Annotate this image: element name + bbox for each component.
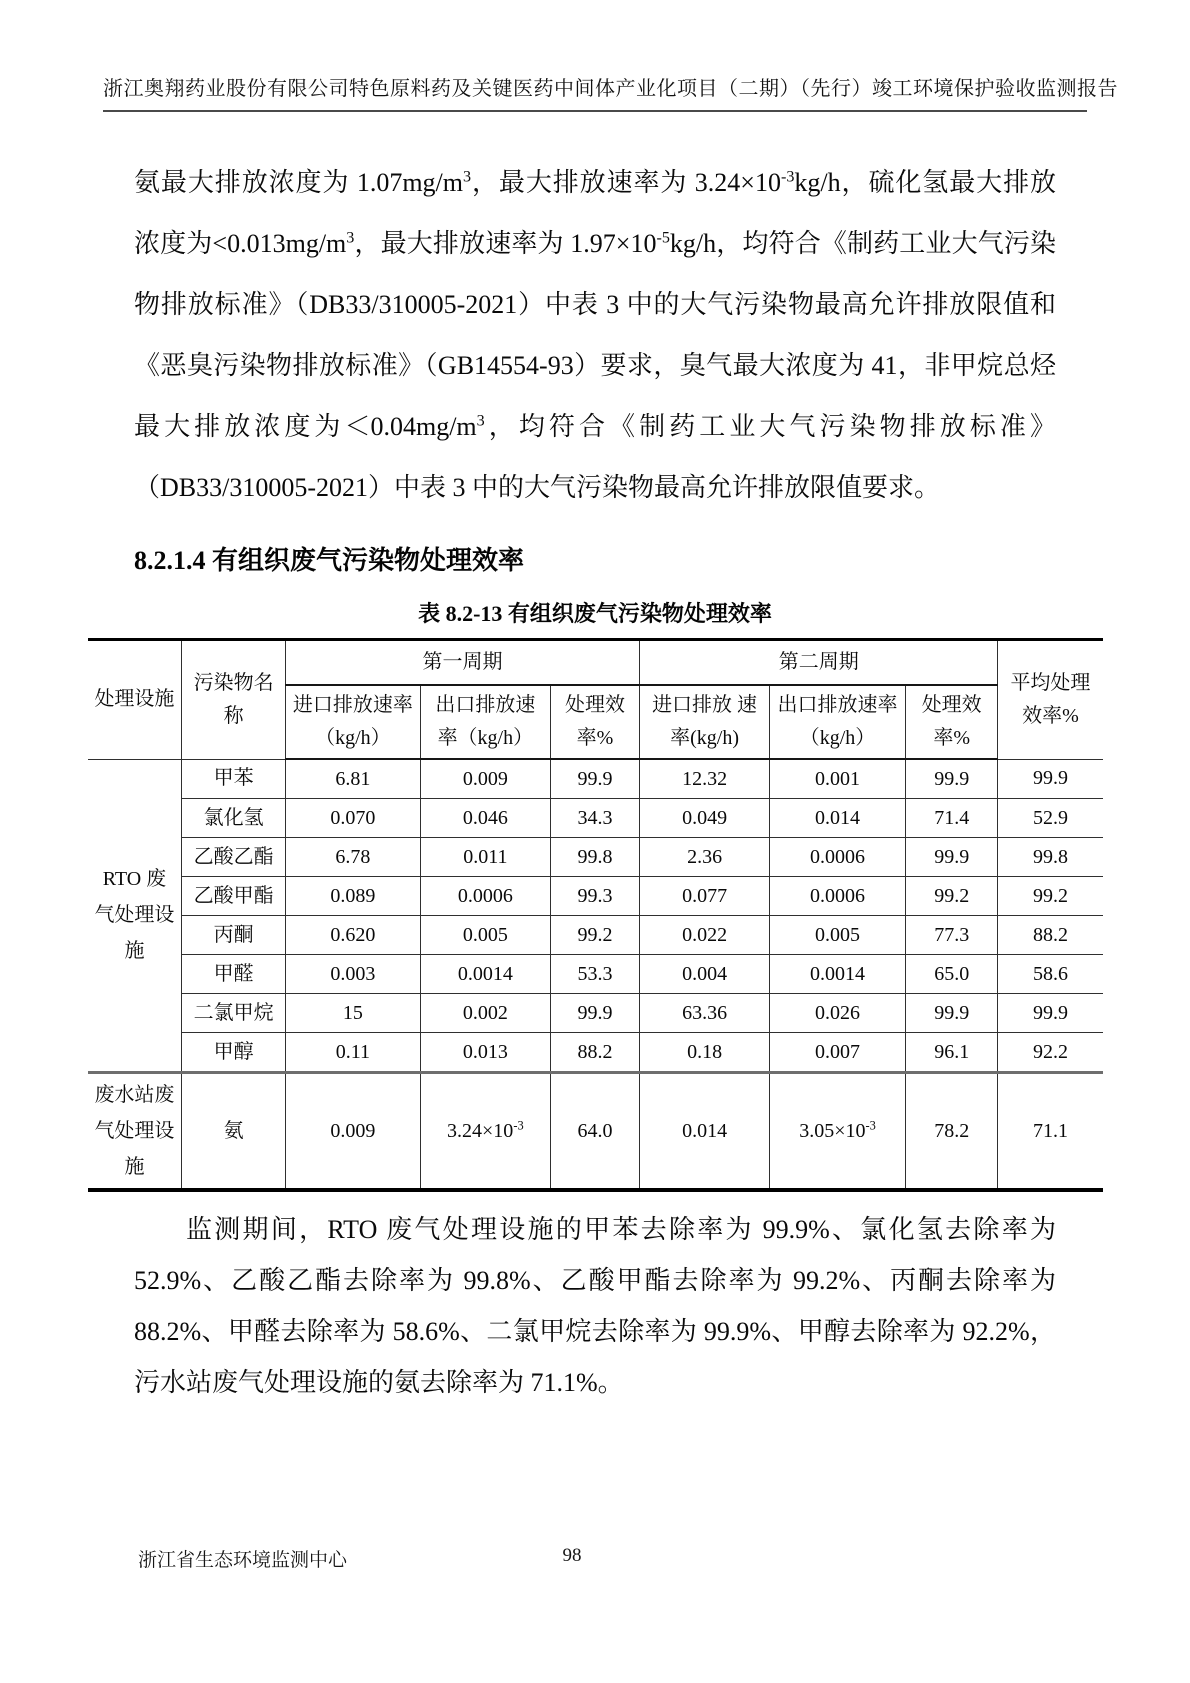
value-cell: 6.78 bbox=[285, 838, 420, 877]
pollutant-cell: 乙酸乙酯 bbox=[182, 838, 286, 877]
text-run: 3.05×10 bbox=[799, 1119, 866, 1142]
table-row bbox=[88, 955, 1103, 994]
header-subcolumn: 进口排放 速率(kg/h) bbox=[640, 685, 770, 759]
value-cell: 0.18 bbox=[640, 1033, 770, 1073]
value-cell: 71.4 bbox=[906, 799, 998, 838]
footer-organization: 浙江省生态环境监测中心 bbox=[138, 1550, 348, 1571]
superscript: 3 bbox=[462, 168, 472, 186]
value-cell: 99.9 bbox=[550, 994, 639, 1033]
value-cell: 0.026 bbox=[770, 994, 906, 1033]
table-row bbox=[88, 994, 1103, 1033]
text-run: kg/h，均符合《制药工业大气污染物排放标准》（DB33/310005-2021）中表 3 中的大气污染物最高允许排放限值和《恶臭污染物排放标准》（GB14554-93）要求，臭气最大浓度为 41，非甲烷总烃最大排放浓度为＜0.04mg/m bbox=[134, 229, 1056, 441]
pollutant-cell: 甲醇 bbox=[182, 1033, 286, 1073]
value-cell: 0.11 bbox=[285, 1033, 420, 1073]
footer-page-number: 98 bbox=[562, 1545, 582, 1566]
value-cell: 0.620 bbox=[285, 916, 420, 955]
table-body bbox=[88, 759, 1103, 1190]
value-cell: 0.046 bbox=[420, 799, 550, 838]
value-cell: 0.077 bbox=[640, 877, 770, 916]
value-cell: 64.0 bbox=[550, 1073, 639, 1191]
table-row bbox=[88, 877, 1103, 916]
value-cell: 99.3 bbox=[550, 877, 639, 916]
value-cell: 0.003 bbox=[285, 955, 420, 994]
superscript: -3 bbox=[865, 1117, 876, 1132]
value-cell: 92.2 bbox=[998, 1033, 1103, 1073]
value-cell: 15 bbox=[285, 994, 420, 1033]
value-cell: 0.0014 bbox=[770, 955, 906, 994]
header-subcolumn: 出口排放速率（kg/h） bbox=[420, 685, 550, 759]
header-row-groups bbox=[88, 640, 1103, 686]
value-cell: 99.9 bbox=[906, 759, 998, 799]
value-cell: 0.007 bbox=[770, 1033, 906, 1073]
header-facility: 处理设施 bbox=[88, 640, 182, 760]
value-cell: 0.009 bbox=[285, 1073, 420, 1191]
superscript: -3 bbox=[513, 1117, 524, 1132]
value-cell: 0.014 bbox=[770, 799, 906, 838]
paragraph-removal-rates bbox=[134, 1204, 1056, 1408]
value-cell: 0.022 bbox=[640, 916, 770, 955]
table-caption: 表 8.2-13 有组织废气污染物处理效率 bbox=[418, 601, 772, 626]
value-cell: 0.001 bbox=[770, 759, 906, 799]
pollutant-cell: 氯化氢 bbox=[182, 799, 286, 838]
value-cell: 96.1 bbox=[906, 1033, 998, 1073]
text-run: 监测期间，RTO 废气处理设施的甲苯去除率为 99.9%、氯化氢去除率为 52.9%、乙酸乙酯去除率为 99.8%、乙酸甲酯去除率为 99.2%、丙酮去除率为 88.2%、甲醛去除率为 58.6%、二氯甲烷去除率为 99.9%、甲醇去除率为 92.2%，污水站废气处理设施的氨去除率为 71.1%。 bbox=[134, 1215, 1056, 1397]
value-cell: 63.36 bbox=[640, 994, 770, 1033]
table-header bbox=[88, 640, 1103, 760]
value-cell: 88.2 bbox=[998, 916, 1103, 955]
value-cell: 0.005 bbox=[420, 916, 550, 955]
table-row bbox=[88, 1073, 1103, 1191]
text-run: 氨最大排放浓度为 1.07mg/m bbox=[134, 168, 463, 197]
value-cell: 99.9 bbox=[906, 838, 998, 877]
value-cell: 99.9 bbox=[998, 759, 1103, 799]
text-run: ，最大排放速率为 3.24×10 bbox=[471, 168, 781, 197]
header-subcolumn: 处理效率% bbox=[550, 685, 639, 759]
value-cell: 99.8 bbox=[998, 838, 1103, 877]
value-cell: 88.2 bbox=[550, 1033, 639, 1073]
value-cell: 71.1 bbox=[998, 1073, 1103, 1191]
superscript: -3 bbox=[780, 168, 795, 186]
value-cell: 99.9 bbox=[906, 994, 998, 1033]
value-cell: 0.002 bbox=[420, 994, 550, 1033]
value-cell: 12.32 bbox=[640, 759, 770, 799]
facility-cell: 废水站废气处理设施 bbox=[88, 1073, 182, 1191]
facility-cell: RTO 废气处理设施 bbox=[88, 759, 182, 1073]
value-cell: 99.8 bbox=[550, 838, 639, 877]
value-cell: 0.011 bbox=[420, 838, 550, 877]
text-run: ，均符合《制药工业大气污染物排放标准》（DB33/310005-2021）中表 3 中的大气污染物最高允许排放限值要求。 bbox=[134, 412, 1056, 502]
pollutant-cell: 乙酸甲酯 bbox=[182, 877, 286, 916]
value-cell: 53.3 bbox=[550, 955, 639, 994]
text-run: ，最大排放速率为 1.97×10 bbox=[354, 229, 657, 258]
value-cell: 0.0006 bbox=[420, 877, 550, 916]
value-cell: 99.2 bbox=[906, 877, 998, 916]
value-cell bbox=[770, 1073, 906, 1191]
value-cell: 58.6 bbox=[998, 955, 1103, 994]
value-cell: 99.2 bbox=[550, 916, 639, 955]
text-run: 3.24×10 bbox=[447, 1119, 514, 1142]
table-row bbox=[88, 759, 1103, 799]
value-cell: 65.0 bbox=[906, 955, 998, 994]
value-cell: 6.81 bbox=[285, 759, 420, 799]
table-row bbox=[88, 838, 1103, 877]
value-cell: 52.9 bbox=[998, 799, 1103, 838]
value-cell: 0.009 bbox=[420, 759, 550, 799]
superscript: -5 bbox=[656, 229, 670, 247]
value-cell: 2.36 bbox=[640, 838, 770, 877]
value-cell: 0.049 bbox=[640, 799, 770, 838]
value-cell: 0.070 bbox=[285, 799, 420, 838]
value-cell: 0.0006 bbox=[770, 877, 906, 916]
value-cell: 0.0006 bbox=[770, 838, 906, 877]
header-pollutant: 污染物名称 bbox=[182, 640, 286, 760]
pollutant-cell: 二氯甲烷 bbox=[182, 994, 286, 1033]
table-row bbox=[88, 916, 1103, 955]
paragraph-emission-compliance bbox=[134, 152, 1056, 518]
value-cell: 0.0014 bbox=[420, 955, 550, 994]
value-cell: 99.9 bbox=[550, 759, 639, 799]
value-cell: 0.004 bbox=[640, 955, 770, 994]
header-period-1: 第一周期 bbox=[285, 640, 639, 686]
value-cell bbox=[420, 1073, 550, 1191]
section-heading: 8.2.1.4 有组织废气污染物处理效率 bbox=[134, 546, 525, 575]
value-cell: 0.013 bbox=[420, 1033, 550, 1073]
table-row bbox=[88, 1033, 1103, 1073]
value-cell: 77.3 bbox=[906, 916, 998, 955]
text-run: kg/h，硫化氢最大排放浓度为<0.013mg/m bbox=[134, 168, 1056, 258]
header-subcolumn: 进口排放速率（kg/h） bbox=[285, 685, 420, 759]
pollutant-cell: 甲醛 bbox=[182, 955, 286, 994]
pollutant-cell: 丙酮 bbox=[182, 916, 286, 955]
header-subcolumn: 处理效率% bbox=[906, 685, 998, 759]
table-row bbox=[88, 799, 1103, 838]
pollutant-cell: 氨 bbox=[182, 1073, 286, 1191]
header-average: 平均处理效率% bbox=[998, 640, 1103, 760]
superscript: 3 bbox=[476, 412, 485, 430]
running-header: 浙江奥翔药业股份有限公司特色原料药及关键医药中间体产业化项目（二期）（先行）竣工环境保护验收监测报告 bbox=[103, 72, 1087, 112]
value-cell: 34.3 bbox=[550, 799, 639, 838]
header-subcolumn: 出口排放速率（kg/h） bbox=[770, 685, 906, 759]
running-footer bbox=[134, 1545, 1056, 1571]
superscript: 3 bbox=[346, 229, 355, 247]
treatment-efficiency-table bbox=[88, 638, 1103, 1192]
value-cell: 99.2 bbox=[998, 877, 1103, 916]
value-cell: 0.089 bbox=[285, 877, 420, 916]
pollutant-cell: 甲苯 bbox=[182, 759, 286, 799]
header-period-2: 第二周期 bbox=[640, 640, 998, 686]
value-cell: 78.2 bbox=[906, 1073, 998, 1191]
value-cell: 0.005 bbox=[770, 916, 906, 955]
value-cell: 99.9 bbox=[998, 994, 1103, 1033]
value-cell: 0.014 bbox=[640, 1073, 770, 1191]
